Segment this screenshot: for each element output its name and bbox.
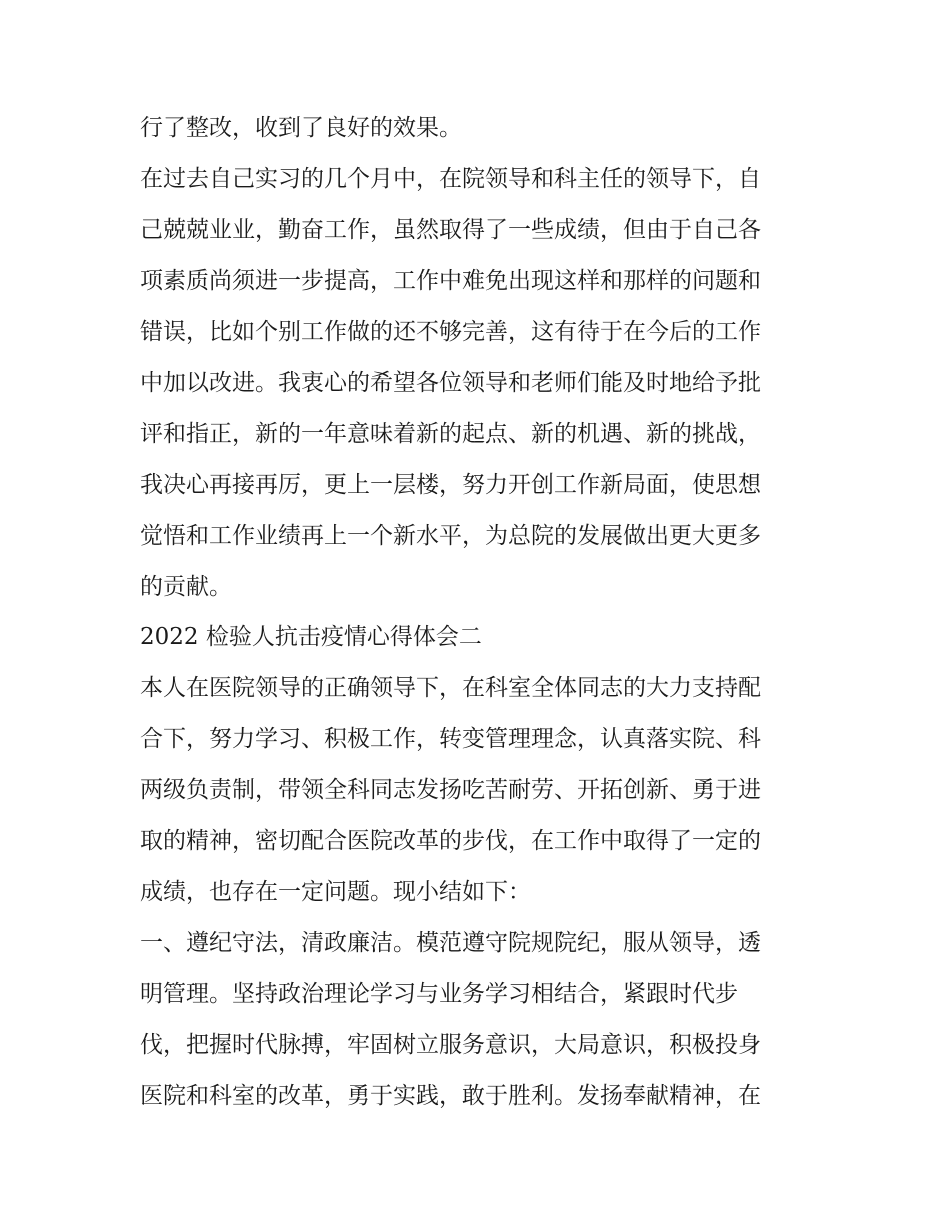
text-line: 行了整改，收到了良好的效果。 <box>140 115 462 141</box>
text-line: 医院和科室的改革，勇于实践，敢于胜利。发扬奉献精神，在 <box>140 1083 761 1109</box>
text-line: 本人在医院领导的正确领导下，在科室全体同志的大力支持配 <box>140 675 761 701</box>
text-line: 己兢兢业业，勤奋工作，虽然取得了一些成绩，但由于自己各 <box>140 217 761 243</box>
text-line: 明管理。坚持政治理论学习与业务学习相结合，紧跟时代步 <box>140 981 738 1007</box>
text-line: 的贡献。 <box>140 574 232 600</box>
text-line: 中加以改进。我衷心的希望各位领导和老师们能及时地给予批 <box>140 370 761 396</box>
text-line: 两级负责制，带领全科同志发扬吃苦耐劳、开拓创新、勇于进 <box>140 777 761 803</box>
text-line: 在过去自己实习的几个月中，在院领导和科主任的领导下，自 <box>140 166 761 192</box>
text-line: 我决心再接再厉，更上一层楼，努力开创工作新局面，使思想 <box>140 472 761 498</box>
text-line: 取的精神，密切配合医院改革的步伐，在工作中取得了一定的 <box>140 828 761 854</box>
text-line: 成绩，也存在一定问题。现小结如下： <box>140 879 531 905</box>
text-line: 伐，把握时代脉搏，牢固树立服务意识，大局意识，积极投身 <box>140 1032 761 1058</box>
text-line: 一、遵纪守法，清政廉洁。模范遵守院规院纪，服从领导，透 <box>140 930 761 956</box>
text-line: 觉悟和工作业绩再上一个新水平，为总院的发展做出更大更多 <box>140 523 761 549</box>
section-heading: 2022 检验人抗击疫情心得体会二 <box>140 624 482 650</box>
text-line: 项素质尚须进一步提高，工作中难免出现这样和那样的问题和 <box>140 268 761 294</box>
text-line: 评和指正，新的一年意味着新的起点、新的机遇、新的挑战， <box>140 421 761 447</box>
text-line: 合下，努力学习、积极工作，转变管理理念，认真落实院、科 <box>140 726 761 752</box>
text-line: 错误，比如个别工作做的还不够完善，这有待于在今后的工作 <box>140 319 761 345</box>
